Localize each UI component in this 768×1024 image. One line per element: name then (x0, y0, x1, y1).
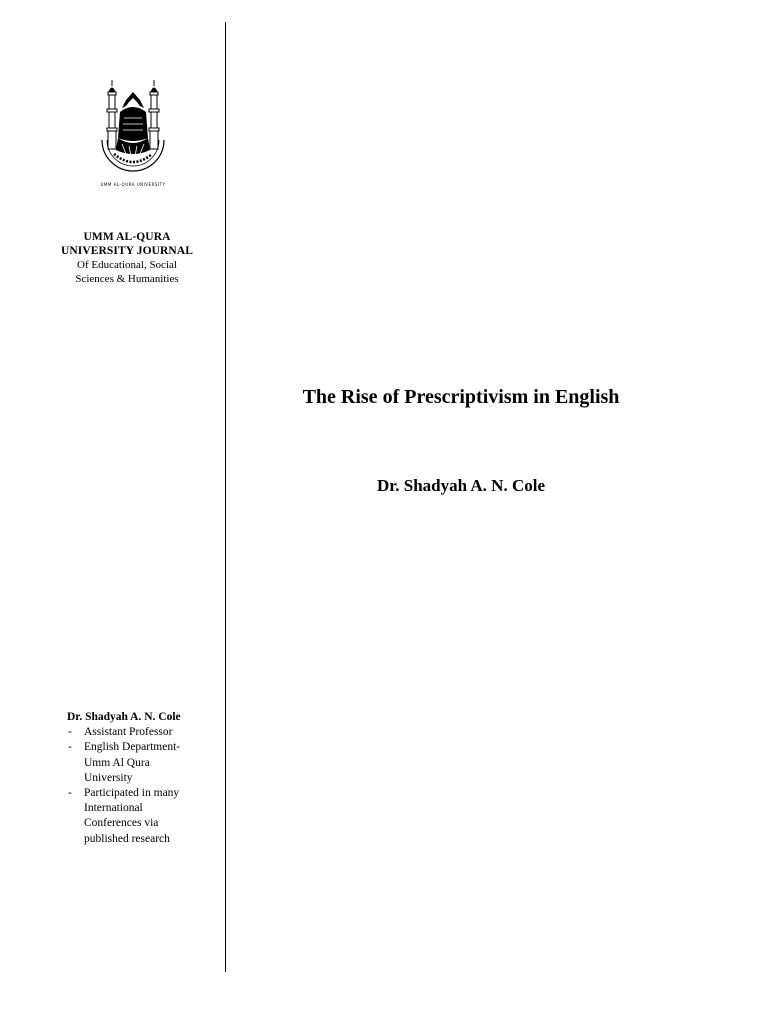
author-info-list (67, 725, 217, 847)
list-item-text: Assistant Professor (84, 726, 173, 739)
list-bullet: - (68, 787, 72, 800)
university-seal-icon (96, 78, 170, 194)
article-title: The Rise of Prescriptivism in English (302, 386, 620, 408)
list-bullet: - (68, 726, 72, 739)
seal-caption: UMM AL-QURA UNIVERSITY (100, 182, 166, 187)
list-item-text: published research (84, 832, 170, 845)
journal-subtitle-line1: Of Educational, Social (77, 259, 177, 271)
list-item (67, 725, 217, 740)
list-item-text: University (84, 771, 133, 784)
journal-subtitle-line2: Sciences & Humanities (75, 273, 179, 285)
journal-name-line1: UMM AL-QURA (83, 231, 171, 243)
author-info (67, 710, 217, 847)
list-bullet: - (68, 741, 72, 754)
list-item (67, 740, 217, 786)
left-minaret (107, 80, 117, 149)
article-author: Dr. Shadyah A. N. Cole (377, 476, 545, 495)
list-item (67, 786, 217, 847)
central-emblem (116, 92, 150, 156)
journal-name-line2: UNIVERSITY JOURNAL (60, 245, 194, 257)
list-item-text: Conferences via (84, 817, 159, 830)
list-item-text: International (84, 802, 143, 815)
list-item-text: Umm Al Qura (84, 756, 150, 769)
list-item-text: Participated in many (84, 787, 180, 800)
right-minaret (149, 80, 159, 149)
journal-block (40, 230, 214, 286)
author-info-name: Dr. Shadyah A. N. Cole (67, 711, 181, 723)
list-item-text: English Department- (84, 741, 181, 754)
column-divider (225, 22, 226, 972)
